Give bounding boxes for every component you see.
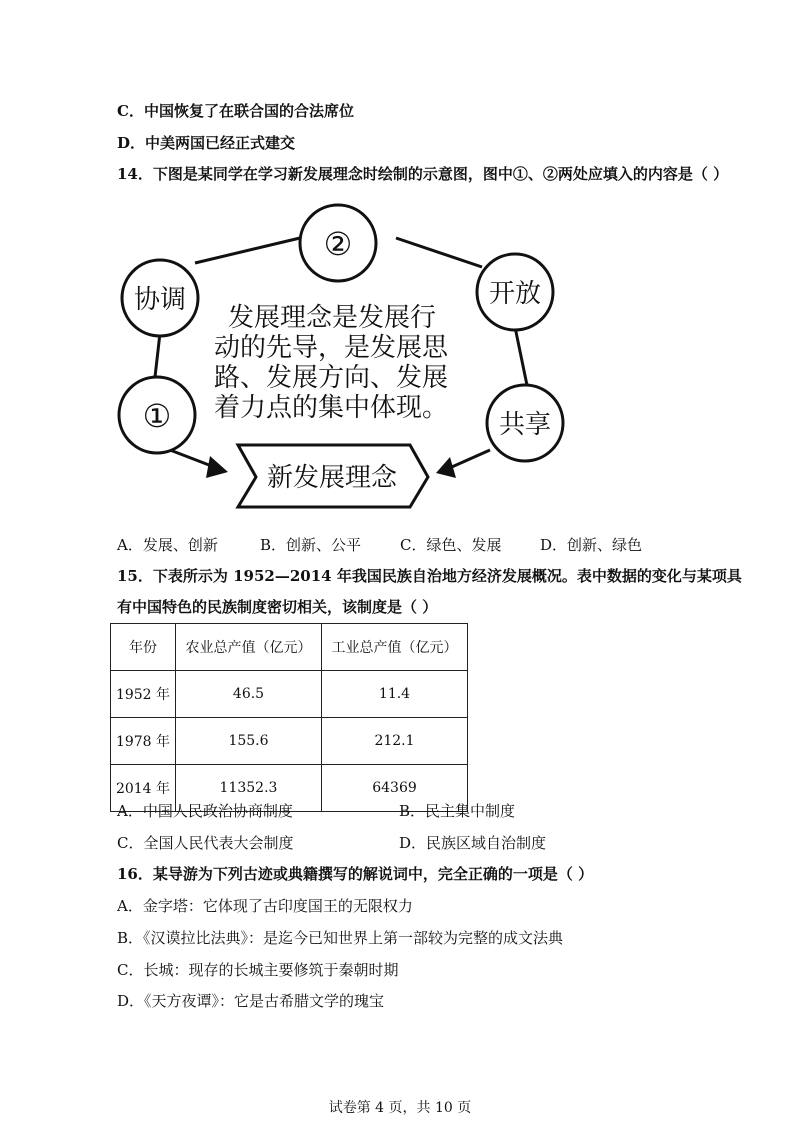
q15-option-c: C．全国人民代表大会制度 — [117, 834, 294, 852]
center-text-line-2: 动的先导，是发展思 — [214, 333, 449, 363]
circle-openness-label: 开放 — [488, 279, 542, 309]
arrow-left-head — [206, 456, 228, 478]
q14-option-b: B．创新、公平 — [260, 536, 362, 554]
question-15-options-row-1 — [117, 801, 717, 821]
q14-option-d: D．创新、绿色 — [540, 536, 643, 554]
question-14-stem: 14．下图是某同学在学习新发展理念时绘制的示意图，图中①、②两处应填入的内容是（ ） — [117, 165, 729, 183]
q15-option-a: A．中国人民政治协商制度 — [117, 802, 293, 820]
q16-option-c: C．长城：现存的长城主要修筑于秦朝时期 — [117, 961, 399, 979]
banner-text: 新发展理念 — [266, 463, 398, 493]
circle-blank-1-label: ① — [142, 397, 172, 435]
q14-option-a: A．发展、创新 — [117, 536, 218, 554]
table-cell: 64369 — [322, 765, 468, 812]
center-text-line-4: 着力点的集中体现。 — [214, 393, 449, 423]
table-row — [111, 718, 468, 765]
question-14-options — [117, 535, 717, 555]
q15-option-d: D．民族区域自治制度 — [399, 834, 547, 852]
connector-line — [195, 238, 300, 263]
circle-coordination-label: 协调 — [133, 285, 187, 315]
table-header-row — [111, 624, 468, 671]
option-d-prev: D．中美两国已经正式建交 — [117, 134, 296, 152]
q15-option-b: B．民主集中制度 — [399, 802, 516, 820]
table-header-cell: 农业总产值（亿元） — [176, 624, 322, 671]
table-header-cell: 工业总产值（亿元） — [322, 624, 468, 671]
table-cell: 212.1 — [322, 718, 468, 765]
center-text-line-3: 路、发展方向、发展 — [214, 363, 449, 393]
q14-option-c: C．绿色、发展 — [400, 536, 502, 554]
table-cell: 1978 年 — [111, 718, 176, 765]
new-development-concept-diagram — [110, 195, 580, 525]
connector-line — [155, 333, 160, 377]
option-c-prev: C．中国恢复了在联合国的合法席位 — [117, 102, 354, 120]
page-footer: 试卷第 4 页，共 10 页 — [328, 1100, 472, 1116]
question-15-options-row-2 — [117, 833, 717, 853]
table-cell: 11352.3 — [176, 765, 322, 812]
connector-line — [515, 327, 528, 390]
question-16-stem: 16．某导游为下列古迹或典籍撰写的解说词中，完全正确的一项是（ ） — [117, 865, 594, 883]
table-cell: 46.5 — [176, 671, 322, 718]
table-cell: 2014 年 — [111, 765, 176, 812]
table-row — [111, 671, 468, 718]
circle-sharing-label: 共享 — [498, 410, 552, 440]
connector-line — [396, 238, 482, 267]
table-cell: 155.6 — [176, 718, 322, 765]
question-15-stem-line-2: 有中国特色的民族制度密切相关，该制度是（ ） — [117, 598, 438, 616]
table-header-cell: 年份 — [111, 624, 176, 671]
table-cell: 11.4 — [322, 671, 468, 718]
q16-option-d: D．《天方夜谭》：它是古希腊文学的瑰宝 — [117, 992, 385, 1010]
arrow-right-head — [436, 457, 456, 478]
circle-blank-2-label: ② — [323, 225, 353, 263]
center-text-line-1: 发展理念是发展行 — [228, 303, 437, 333]
economic-data-table — [110, 623, 468, 812]
q16-option-b: B．《汉谟拉比法典》：是迄今已知世界上第一部较为完整的成文法典 — [117, 929, 564, 947]
question-15-stem-line-1: 15．下表所示为 1952—2014 年我国民族自治地方经济发展概况。表中数据的变化与某项具 — [117, 567, 742, 585]
table-cell: 1952 年 — [111, 671, 176, 718]
q16-option-a: A．金字塔：它体现了古印度国王的无限权力 — [117, 897, 413, 915]
